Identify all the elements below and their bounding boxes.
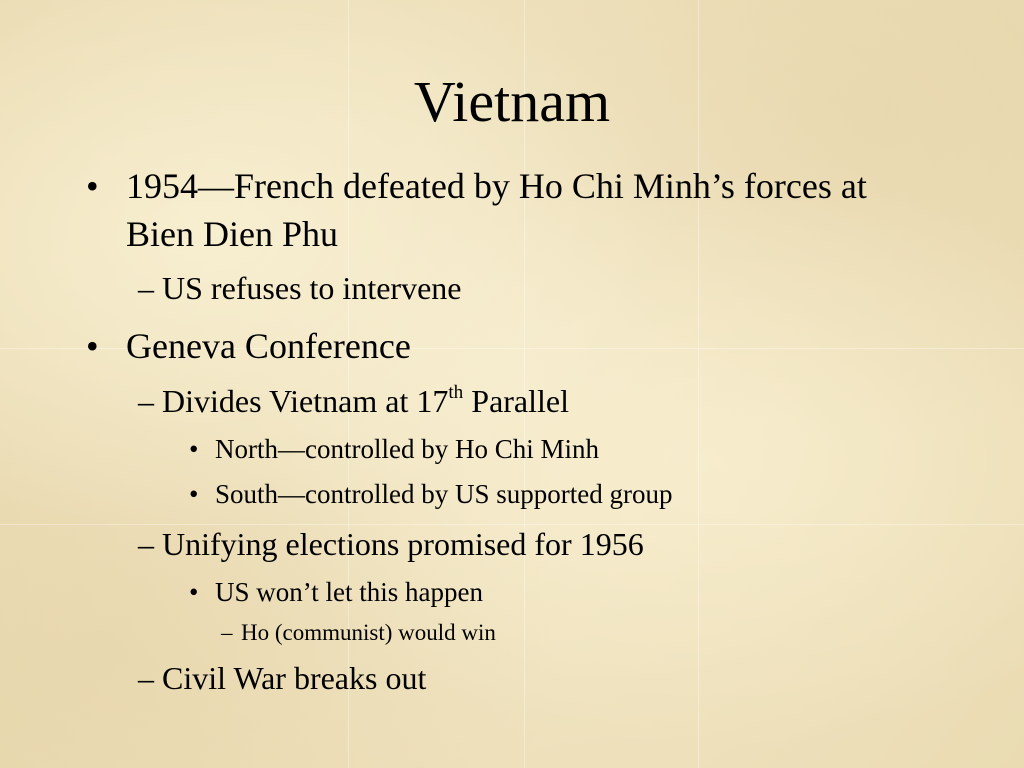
bullet-text: US won’t let this happen: [215, 577, 483, 607]
bullet-marker: •: [189, 434, 199, 464]
subbullet-civil-war: [138, 658, 898, 698]
bullet-text: Unifying elections promised for 1956: [162, 526, 644, 562]
bullet-text-after: Parallel: [463, 383, 569, 419]
subsubbullet-south: [189, 477, 915, 511]
bullet-marker: •: [189, 577, 199, 607]
bullet-text: US refuses to intervene: [162, 270, 462, 306]
bullet-text: Civil War breaks out: [162, 660, 427, 696]
bullet-text: Geneva Conference: [126, 326, 411, 366]
bullet-marker: •: [189, 479, 199, 509]
dash-marker: –: [138, 660, 154, 696]
ordinal-superscript: th: [448, 382, 464, 404]
bullet-text: North—controlled by Ho Chi Minh: [215, 434, 599, 464]
slide-title: Vietnam: [413, 69, 611, 134]
dash-marker: –: [138, 526, 154, 562]
subbullet-divides-vietnam: [138, 381, 898, 421]
bullet-1954-french-defeat: [86, 162, 926, 258]
bullet-marker: •: [86, 326, 99, 366]
bullet-text: Ho (communist) would win: [241, 620, 496, 645]
bullet-text-before: Divides Vietnam at 17: [162, 383, 449, 419]
subbullet-us-refuses: [138, 268, 898, 308]
bullet-text: 1954—French defeated by Ho Chi Minh’s forces at Bien Dien Phu: [126, 166, 867, 254]
dash-marker: –: [138, 383, 154, 419]
subsubbullet-us-wont-let: [189, 575, 915, 609]
level4-ho-would-win: [221, 618, 891, 648]
bullet-text: South—controlled by US supported group: [215, 479, 673, 509]
subsubbullet-north: [189, 432, 915, 466]
bullet-geneva-conference: [86, 322, 926, 370]
subbullet-unifying-elections: [138, 524, 898, 564]
dash-marker: –: [221, 620, 233, 645]
bullet-marker: •: [86, 166, 99, 206]
dash-marker: –: [138, 270, 154, 306]
